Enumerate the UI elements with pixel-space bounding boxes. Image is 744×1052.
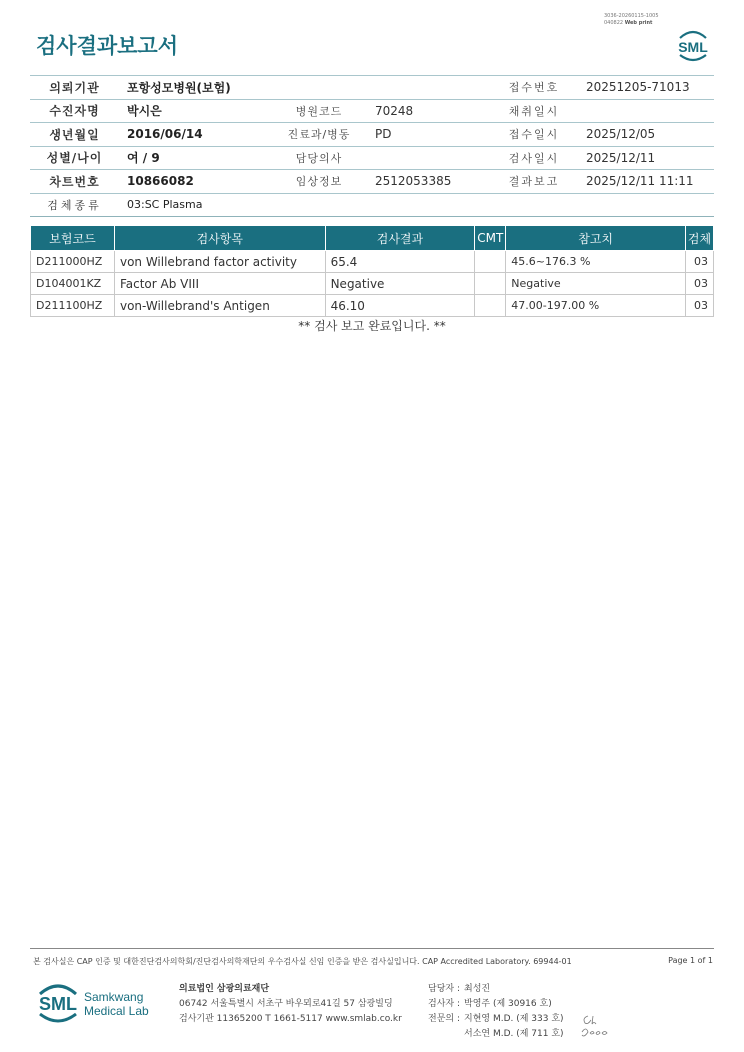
info-row bbox=[30, 100, 714, 124]
footer-logo-word1: Samkwang bbox=[84, 990, 144, 1004]
info-row bbox=[30, 170, 714, 194]
physician-signature-icon bbox=[578, 1008, 614, 1042]
patient-info-table bbox=[30, 75, 714, 217]
staff-row bbox=[428, 1027, 564, 1042]
col-header-result: 검사결과 bbox=[325, 226, 475, 251]
info-value: 여 / 9 bbox=[127, 151, 160, 166]
staff-name: 박영주 (제 30916 호) bbox=[464, 999, 552, 1009]
info-label: 임상정보 bbox=[295, 175, 343, 189]
table-row bbox=[31, 295, 714, 317]
doc-id-line2: 040822 bbox=[604, 20, 624, 26]
specimen-code: 03 bbox=[685, 273, 713, 295]
test-result: Negative bbox=[325, 273, 475, 295]
reference-range: Negative bbox=[506, 273, 686, 295]
test-item: von-Willebrand's Antigen bbox=[114, 295, 325, 317]
info-value: 70248 bbox=[375, 103, 414, 118]
staff-row bbox=[428, 1012, 564, 1027]
certification-text: 본 검사실은 CAP 인증 및 대한진단검사의학회/진단검사의학재단의 우수검사실 신임 인증을 받은 검사실입니다. CAP Accredited Laboratory. 69944-01 bbox=[33, 957, 572, 966]
info-value: PD bbox=[375, 127, 392, 142]
test-result: 46.10 bbox=[325, 295, 475, 317]
info-value: 박시은 bbox=[127, 104, 162, 119]
footer-logo-mark: SML bbox=[39, 994, 77, 1014]
info-label: 접수번호 bbox=[508, 81, 560, 95]
info-value: 2025/12/11 bbox=[586, 150, 656, 165]
test-item: von Willebrand factor activity bbox=[114, 251, 325, 273]
reference-range: 45.6~176.3 % bbox=[506, 251, 686, 273]
info-label: 채취일시 bbox=[508, 104, 560, 118]
test-item: Factor Ab VIII bbox=[114, 273, 325, 295]
info-value: 포항성모병원(보험) bbox=[127, 80, 231, 95]
doc-id-line1: 3036-20260115-1005 bbox=[604, 13, 659, 19]
footer-divider bbox=[30, 948, 714, 949]
info-row bbox=[30, 76, 714, 100]
info-label: 성별/나이 bbox=[46, 151, 103, 166]
info-label: 병원코드 bbox=[295, 104, 343, 118]
info-label: 수진자명 bbox=[49, 104, 100, 119]
col-header-cmt: CMT bbox=[475, 226, 506, 251]
staff-row bbox=[428, 982, 564, 997]
info-value: 2025/12/05 bbox=[586, 127, 656, 142]
comment bbox=[475, 295, 506, 317]
info-row bbox=[30, 147, 714, 171]
info-label: 의뢰기관 bbox=[49, 80, 100, 95]
staff-role: 전문의 : bbox=[428, 1014, 460, 1024]
staff-list bbox=[428, 982, 564, 1042]
insurance-code: D104001KZ bbox=[31, 273, 115, 295]
info-value: 2025/12/11 11:11 bbox=[586, 174, 694, 189]
results-table bbox=[30, 225, 714, 317]
org-contact: 검사기관 11365200 T 1661-5117 www.smlab.co.kr bbox=[179, 1014, 402, 1024]
reference-range: 47.00-197.00 % bbox=[506, 295, 686, 317]
test-result: 65.4 bbox=[325, 251, 475, 273]
page-number: Page 1 of 1 bbox=[668, 956, 713, 965]
organization-info bbox=[179, 982, 402, 1027]
footer-logo-word2: Medical Lab bbox=[84, 1004, 149, 1018]
info-value: 10866082 bbox=[127, 174, 194, 189]
col-header-reference: 참고치 bbox=[506, 226, 686, 251]
report-title: 검사결과보고서 bbox=[36, 34, 179, 58]
table-row bbox=[31, 273, 714, 295]
info-label: 진료과/병동 bbox=[287, 128, 351, 142]
info-label: 생년월일 bbox=[49, 127, 100, 142]
staff-role bbox=[428, 1027, 464, 1042]
report-end-note: ** 검사 보고 완료입니다. ** bbox=[298, 319, 446, 333]
info-label: 담당의사 bbox=[295, 151, 343, 165]
info-value: 2512053385 bbox=[375, 174, 452, 189]
org-name: 의료법인 삼광의료재단 bbox=[179, 984, 270, 994]
comment bbox=[475, 273, 506, 295]
comment bbox=[475, 251, 506, 273]
results-header-row bbox=[31, 226, 714, 251]
document-id bbox=[604, 13, 659, 27]
specimen-value: 03:SC Plasma bbox=[127, 198, 203, 212]
col-header-item: 검사항목 bbox=[114, 226, 325, 251]
specimen-code: 03 bbox=[685, 251, 713, 273]
info-row bbox=[30, 123, 714, 147]
col-header-specimen: 검체 bbox=[685, 226, 713, 251]
specimen-code: 03 bbox=[685, 295, 713, 317]
staff-row bbox=[428, 997, 564, 1012]
info-value: 2016/06/14 bbox=[127, 127, 203, 142]
org-address: 06742 서울특별시 서초구 바우뫼로41길 57 삼광빌딩 bbox=[179, 999, 393, 1009]
samkwang-logo-icon bbox=[36, 980, 156, 1026]
logo-text: SML bbox=[678, 39, 708, 55]
info-label: 차트번호 bbox=[49, 174, 100, 189]
staff-name: 서소연 M.D. (제 711 호) bbox=[464, 1029, 564, 1039]
insurance-code: D211100HZ bbox=[31, 295, 115, 317]
staff-role: 담당자 : bbox=[428, 984, 460, 994]
sml-logo-icon bbox=[672, 28, 714, 64]
specimen-label: 검체종류 bbox=[47, 198, 102, 212]
info-value: 20251205-71013 bbox=[586, 80, 690, 95]
staff-name: 지현영 M.D. (제 333 호) bbox=[464, 1014, 564, 1024]
col-header-code: 보험코드 bbox=[31, 226, 115, 251]
insurance-code: D211000HZ bbox=[31, 251, 115, 273]
info-label: 검사일시 bbox=[508, 151, 560, 165]
staff-name: 최성진 bbox=[464, 984, 491, 994]
doc-print-mode: Web print bbox=[624, 20, 653, 26]
info-label: 접수일시 bbox=[508, 128, 560, 142]
table-row bbox=[31, 251, 714, 273]
info-label: 결과보고 bbox=[508, 175, 560, 189]
specimen-row bbox=[30, 194, 714, 218]
staff-role: 검사자 : bbox=[428, 999, 460, 1009]
